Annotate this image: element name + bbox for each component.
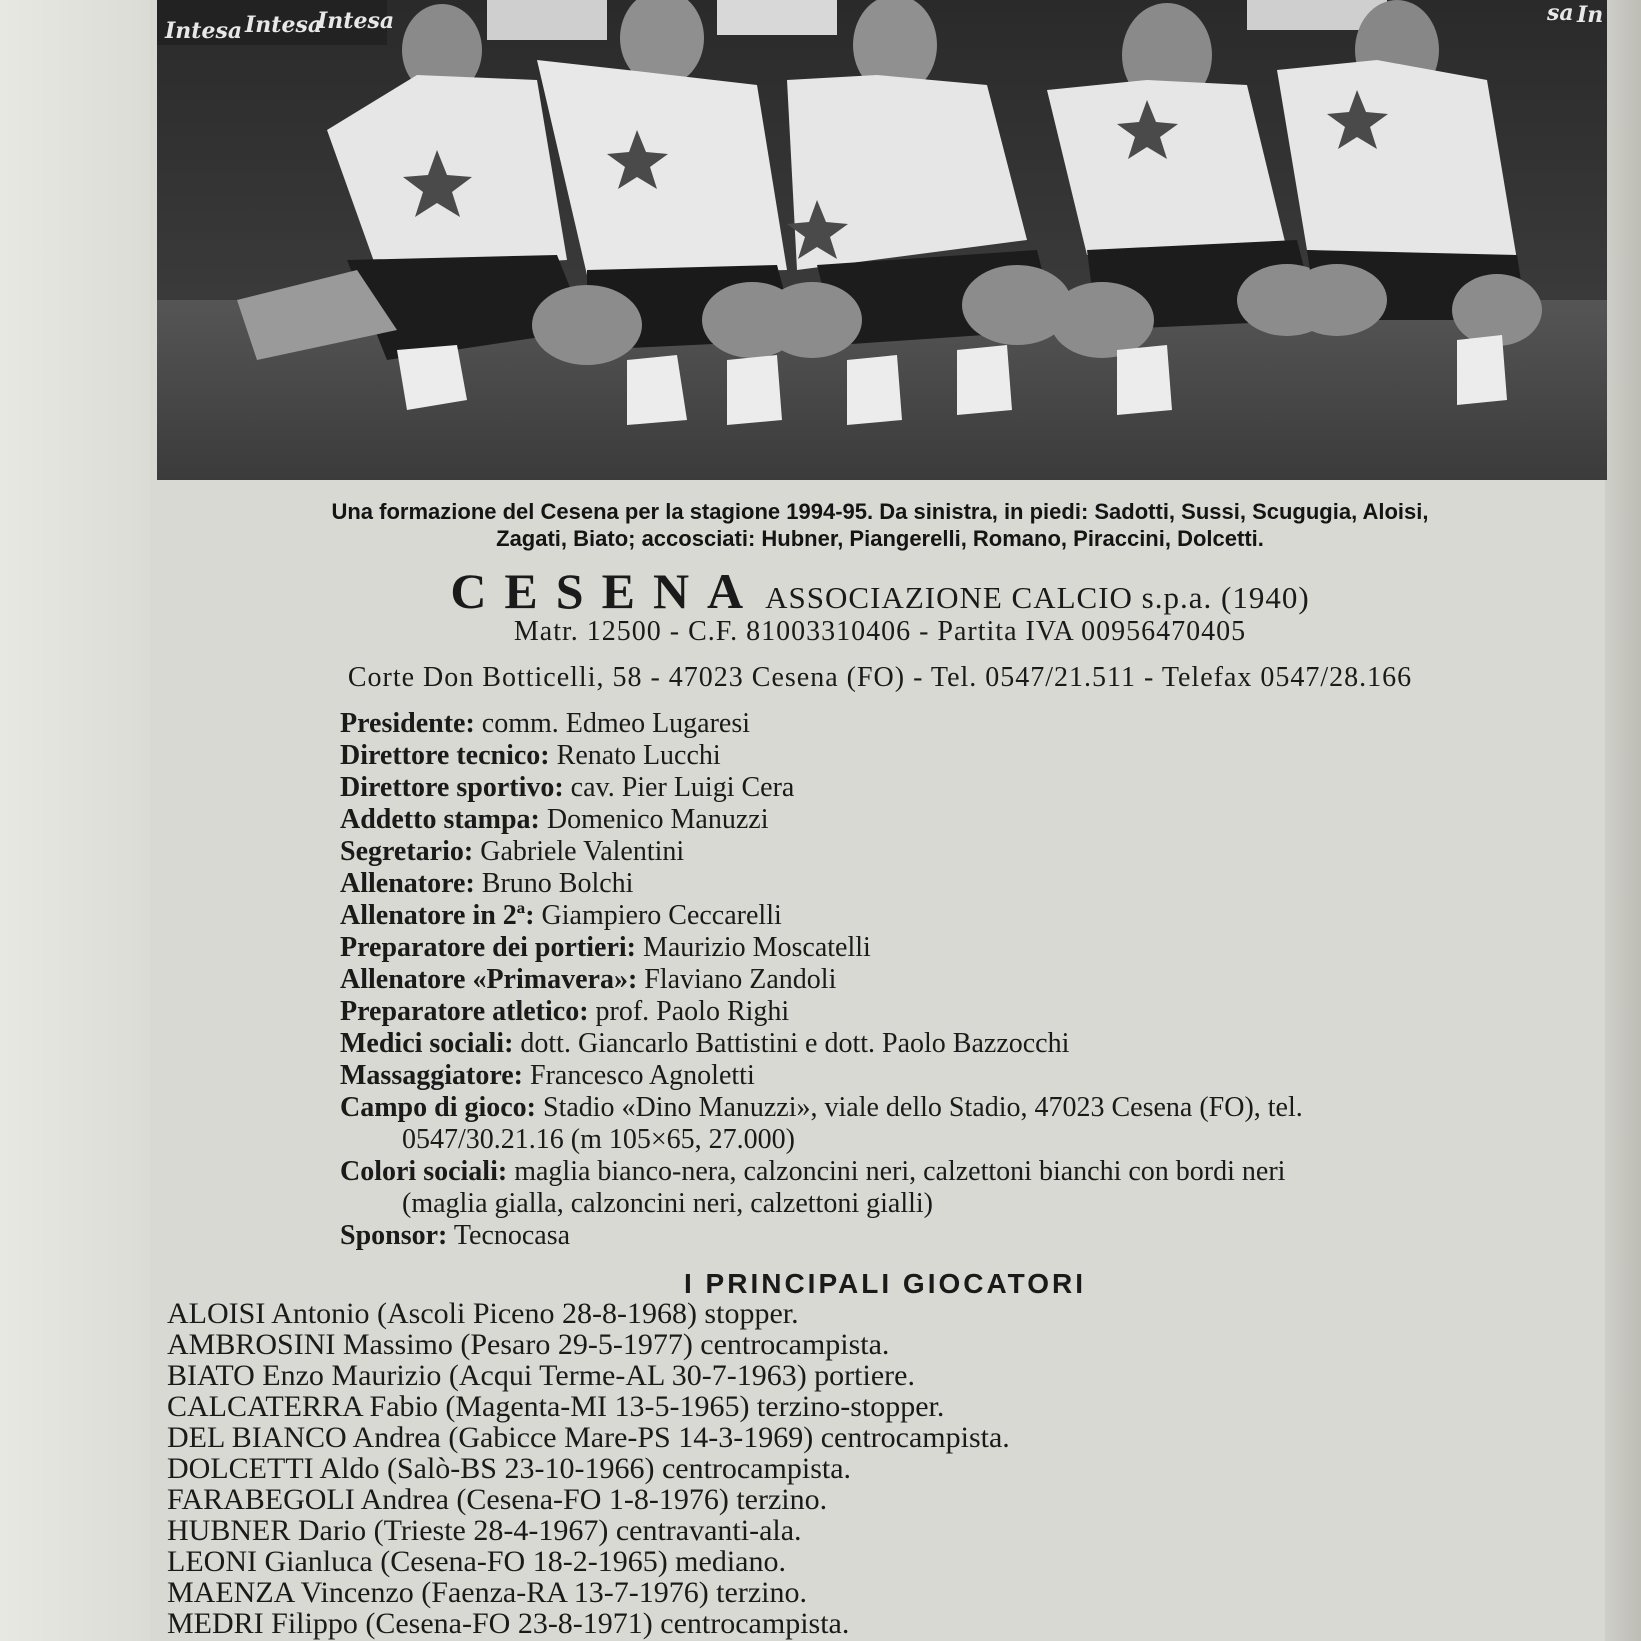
staff-value: prof. Paolo Righi [595,996,790,1027]
staff-value: Maurizio Moscatelli [642,932,871,963]
player-entry: LEONI Gianluca (Cesena-FO 18-2-1965) mediano. [167,1545,786,1578]
staff-value: Francesco Agnoletti [530,1060,755,1091]
staff-label: Allenatore in 2ª: [340,900,535,931]
staff-row [340,964,1610,996]
staff-row [340,1028,1610,1060]
player-entry: DOLCETTI Aldo (Salò-BS 23-10-1966) centrocampista. [167,1452,852,1485]
staff-row [340,996,1610,1028]
staff-value-continued: (maglia gialla, calzoncini neri, calzettoni gialli) [402,1188,933,1219]
team-photo-illustration [157,0,1607,480]
staff-value: Flaviano Zandoli [644,964,837,995]
banner-text-3: Intesa [317,8,395,34]
club-heading [150,562,1610,620]
staff-row [340,836,1610,868]
player-entry: FARABEGOLI Andrea (Cesena-FO 1-8-1976) terzino. [167,1483,828,1516]
staff-value-continued: 0547/30.21.16 (m 105×65, 27.000) [402,1124,795,1155]
staff-value: comm. Edmeo Lugaresi [481,708,751,739]
club-registry: Matr. 12500 - C.F. 81003310406 - Partita IVA 00956470405 [513,616,1247,647]
club-name: CESENA [450,563,762,619]
staff-label: Campo di gioco: [340,1092,536,1123]
player-entry: CALCATERRA Fabio (Magenta-MI 13-5-1965) terzino-stopper. [167,1390,945,1423]
banner-text-1: Intesa [165,18,243,44]
team-photo [157,0,1607,480]
staff-label: Presidente: [340,708,475,739]
staff-row [340,708,1610,740]
staff-value: Domenico Manuzzi [546,804,769,835]
staff-list [340,708,1610,1252]
staff-row [340,740,1610,772]
staff-row [340,932,1610,964]
banner-text-5: In [1577,2,1604,28]
player-entry: HUBNER Dario (Trieste 28-4-1967) centravanti-ala. [167,1514,802,1547]
players-list [167,1298,1547,1639]
staff-label: Preparatore atletico: [340,996,589,1027]
page-left-margin [0,0,150,1641]
staff-row [340,1220,1610,1252]
staff-value: Bruno Bolchi [481,868,634,899]
players-section-title: I PRINCIPALI GIOCATORI [683,1268,1086,1299]
player-entry: MAENZA Vincenzo (Faenza-RA 13-7-1976) terzino. [167,1576,807,1609]
staff-value: Gabriele Valentini [480,836,685,867]
staff-value: Stadio «Dino Manuzzi», viale dello Stadio, 47023 Cesena (FO), tel. [543,1092,1303,1123]
staff-row [340,1156,1610,1220]
photo-caption [150,498,1610,552]
staff-value: cav. Pier Luigi Cera [570,772,795,803]
staff-label: Colori sociali: [340,1156,508,1187]
caption-line-2: Zagati, Biato; accosciati: Hubner, Piangerelli, Romano, Piraccini, Dolcetti. [496,526,1264,551]
player-entry: BIATO Enzo Maurizio (Acqui Terme-AL 30-7-1963) portiere. [167,1359,915,1392]
staff-row [340,1060,1610,1092]
staff-label: Addetto stampa: [340,804,540,835]
player-entry: AMBROSINI Massimo (Pesaro 29-5-1977) centrocampista. [167,1328,890,1361]
club-subtitle: ASSOCIAZIONE CALCIO s.p.a. (1940) [765,580,1310,615]
staff-label: Sponsor: [340,1220,448,1251]
staff-row [340,1092,1610,1156]
staff-value: Tecnocasa [453,1220,571,1251]
club-address: Corte Don Botticelli, 58 - 47023 Cesena (FO) - Tel. 0547/21.511 - Telefax 0547/28.166 [347,662,1413,693]
page-right-binding [1605,0,1641,1641]
player-entry: ALOISI Antonio (Ascoli Piceno 28-8-1968) stopper. [167,1297,799,1330]
staff-row [340,772,1610,804]
staff-label: Allenatore «Primavera»: [340,964,638,995]
staff-value: Renato Lucchi [556,740,721,771]
player-entry: DEL BIANCO Andrea (Gabicce Mare-PS 14-3-1969) centrocampista. [167,1421,1010,1454]
staff-label: Segretario: [340,836,474,867]
staff-label: Massaggiatore: [340,1060,523,1091]
staff-row [340,900,1610,932]
staff-row [340,868,1610,900]
banner-text-4: sa [1547,0,1574,26]
staff-value: Giampiero Ceccarelli [541,900,782,931]
staff-row [340,804,1610,836]
caption-line-1: Una formazione del Cesena per la stagione 1994-95. Da sinistra, in piedi: Sadotti, Sussi, Scugugia, Aloisi, [331,499,1429,524]
staff-value: dott. Giancarlo Battistini e dott. Paolo Bazzocchi [520,1028,1070,1059]
banner-text-2: Intesa [245,12,323,38]
staff-label: Medici sociali: [340,1028,514,1059]
staff-label: Direttore sportivo: [340,772,564,803]
staff-label: Allenatore: [340,868,475,899]
staff-label: Direttore tecnico: [340,740,550,771]
staff-label: Preparatore dei portieri: [340,932,636,963]
player-entry: MEDRI Filippo (Cesena-FO 23-8-1971) centrocampista. [167,1607,850,1640]
staff-value: maglia bianco-nera, calzoncini neri, calzettoni bianchi con bordi neri [514,1156,1286,1187]
